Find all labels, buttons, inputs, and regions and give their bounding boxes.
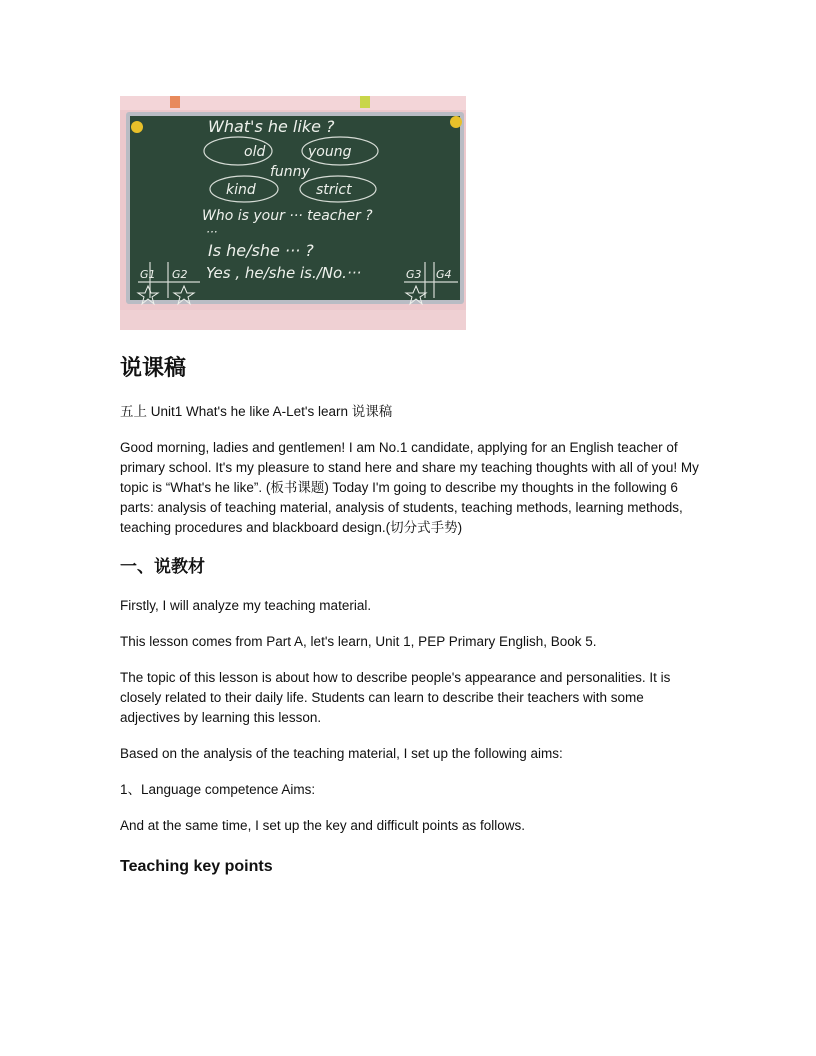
board-word-young: young <box>308 144 352 160</box>
paragraph-analyze: Firstly, I will analyze my teaching material. <box>120 598 372 613</box>
board-g4: G4 <box>436 268 452 281</box>
board-word-funny: funny <box>270 164 310 180</box>
intro-paragraph: Good morning, ladies and gentlemen! I am No.1 candidate, applying for an English teacher of primary school. It's my pleasure to stand here and share my teaching thoughts with all of you! My topic is “What's he like”. (板书课题) Today I'm going to describe my thoughts in the following 6 parts: analysis of teaching material, analysis of students, teaching methods, learning methods, teaching procedures and blackboard design.(切分式手势) <box>120 440 699 535</box>
board-word-kind: kind <box>226 182 256 198</box>
paragraph-lesson-source: This lesson comes from Part A, let's learn, Unit 1, PEP Primary English, Book 5. <box>120 634 597 649</box>
section-heading-teaching-material: 一、说教材 <box>120 557 205 577</box>
paragraph-key-points-intro: And at the same time, I set up the key and difficult points as follows. <box>120 818 525 833</box>
paragraph-aims: Based on the analysis of the teaching material, I set up the following aims: <box>120 746 563 761</box>
subtitle: 五上 Unit1 What's he like A-Let's learn 说课稿 <box>120 404 393 419</box>
board-line-6: Yes , he/she is./No.··· <box>206 264 362 282</box>
board-word-strict: strict <box>316 182 352 198</box>
teaching-key-points-heading: Teaching key points <box>120 858 273 875</box>
board-line-5: Is he/she ··· ? <box>208 241 314 260</box>
paragraph-topic: The topic of this lesson is about how to describe people's appearance and personalities. It is closely related to their daily life. Students can learn to describe their teachers with some adjectives by learning this lesson. <box>120 670 671 725</box>
board-g2: G2 <box>172 268 188 281</box>
board-line-4: Who is your ··· teacher ? <box>202 208 373 224</box>
board-g3: G3 <box>406 268 422 281</box>
board-word-old: old <box>244 144 266 160</box>
board-dots: ··· <box>206 225 218 239</box>
document-page <box>120 96 700 878</box>
paragraph-language-aims: 1、Language competence Aims: <box>120 782 316 797</box>
board-line-1: What's he like ? <box>208 117 335 136</box>
page-title: 说课稿 <box>120 356 187 381</box>
board-g1: G1 <box>140 268 156 281</box>
blackboard-image <box>120 96 466 330</box>
